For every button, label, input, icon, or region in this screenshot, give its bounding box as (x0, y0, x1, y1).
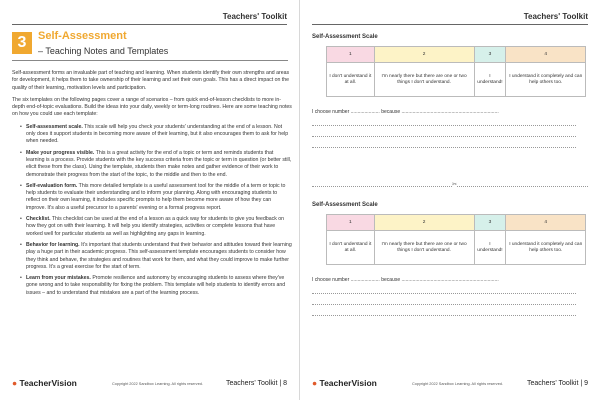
apple-icon: ● (12, 378, 18, 388)
body-text (12, 70, 292, 301)
page-number: Teachers' Toolkit | 8 (225, 380, 287, 387)
answer-line[interactable] (312, 137, 576, 148)
list-item-term: Learn from your mistakes. (26, 275, 91, 282)
scissors-icon: ✂ (452, 182, 458, 188)
scale-title: Self-Assessment Scale (312, 34, 378, 40)
list-item-term: Behavior for learning. (26, 241, 80, 248)
scale-label-4: I understand it completely and can help others too. (506, 63, 586, 97)
scale-number-1[interactable]: 1 (327, 47, 375, 63)
copyright-text: Copyright 2022 Sandbox Learning. All rights reserved. (412, 382, 503, 386)
list-item-term: Checklist. (26, 216, 51, 223)
page-number: Teachers' Toolkit | 9 (526, 380, 588, 387)
list-item-term: Make your progress visible. (26, 149, 95, 156)
scale-label-3: I understand! (474, 231, 506, 265)
answer-line[interactable] (312, 305, 576, 316)
section-number-badge: 3 (12, 32, 32, 54)
apple-icon: ● (312, 378, 318, 388)
scale-number-1[interactable]: 1 (327, 215, 375, 231)
brand-name: TeacherVision (319, 378, 377, 388)
list-item-text: This scale will help you check your students' understanding at the end of a lesson. Not only does it support students in becoming more aware of their learning, but it also encourages them to ask for help when needed. (26, 123, 289, 145)
scale-number-3[interactable]: 3 (474, 47, 506, 63)
list-item-text: This checklist can be used at the end of a lesson as a quick way for students to give you feedback on how they got on with their learning. It will help you identify strategies, activities or complete lessons that have worked well for particular students as well as highlighting any gaps in learning. (26, 216, 284, 237)
scale-label-1: I don't understand it at all. (327, 231, 375, 265)
answer-line[interactable] (312, 126, 576, 137)
answer-line[interactable] (312, 283, 576, 294)
list-item (20, 124, 292, 146)
answer-line[interactable] (312, 294, 576, 305)
brand-logo (12, 378, 77, 388)
scale-section-1 (312, 34, 588, 148)
page-title: Self-Assessment (38, 30, 127, 42)
right-page (300, 0, 600, 400)
list-item-term: Self-assessment scale. (26, 123, 83, 130)
page-subtitle: – Teaching Notes and Templates (38, 46, 169, 56)
list-item (20, 216, 292, 238)
self-assessment-scale-table (326, 46, 586, 97)
list-item-text: This more detailed template is a useful assessment tool for the middle of a term or topic to help students to evaluate their understanding and to inform your planning. Along with encouraging students to reflect on their own learning, it includes specific prompts to help them become more aware of how they can improve. It's also a useful precursor to a parents' evening or a formal progress report. (26, 182, 286, 211)
list-item-term: Self-evaluation form. (26, 182, 78, 189)
self-assessment-scale-table (326, 214, 586, 265)
scale-label-3: I understand! (474, 63, 506, 97)
list-item-text: Promote resilience and autonomy by encouraging students to assess where they've gone wrong and to take responsibility for fixing the problem. This template will help students to identify errors and issues – and to understand that mistakes are a part of the learning process. (26, 275, 286, 296)
scale-label-2: I'm nearly there but there are one or two things I don't understand. (374, 63, 474, 97)
intro-paragraph: Self-assessment forms an invaluable part of teaching and learning. When students identify their own strengths and areas for development, it helps them to take ownership of their learning and set their own goals. This has a direct impact on the quality of their learning, motivation levels and participation. (12, 70, 290, 91)
list-item (20, 150, 292, 179)
choose-prompt: I choose number ..................... because ...................................................................... (312, 277, 499, 283)
header-divider (312, 24, 588, 25)
copyright-text: Copyright 2022 Sandbox Learning. All rights reserved. (112, 382, 203, 386)
page-footer (312, 378, 588, 392)
scale-label-1: I don't understand it at all. (327, 63, 375, 97)
brand-logo (312, 378, 377, 388)
list-item (20, 275, 292, 297)
header-divider (12, 24, 287, 25)
list-item (20, 242, 292, 271)
scale-number-2[interactable]: 2 (374, 47, 474, 63)
scale-number-4[interactable]: 4 (506, 47, 586, 63)
scale-label-4: I understand it completely and can help others too. (506, 231, 586, 265)
list-item-text: It's important that students understand that their behavior and attitudes toward their learning play a huge part in their academic progress. This self-assessment template encourages students to consider how they think and behave, the strategies and routines that work for them, and what they could improve to make further progress. It's a great exercise for the start of term. (26, 241, 292, 270)
list-item-text: This is a great activity for the end of a topic or term and reminds students that learning is a process. Provide students with the key success criteria from the topic or term in question (or better still, elicit these from the class). Using the template, students then make notes and gather evidence of their work to demonstrate their progress from the start of the topic, to the middle and then to the end. (26, 149, 292, 178)
brand-name: TeacherVision (19, 378, 77, 388)
list-item (20, 183, 292, 212)
cut-line (312, 182, 588, 188)
title-divider (12, 60, 288, 61)
scale-label-2: I'm nearly there but there are one or two things I don't understand. (374, 231, 474, 265)
answer-line[interactable] (312, 115, 576, 126)
scale-number-4[interactable]: 4 (506, 215, 586, 231)
scale-number-3[interactable]: 3 (474, 215, 506, 231)
scale-title: Self-Assessment Scale (312, 202, 378, 208)
page-header: Teachers' Toolkit (222, 12, 287, 21)
page-header: Teachers' Toolkit (523, 12, 588, 21)
intro-paragraph-2: The six templates on the following pages cover a range of scenarios – from quick end-of-lesson checklists to more in-depth end-of-topic evaluations. Build the ideas into your daily, weekly or term-long routines. Here are some teaching notes on how you could use each template: (12, 96, 292, 118)
scale-section-2 (312, 202, 588, 316)
template-notes-list (12, 124, 292, 297)
scale-number-2[interactable]: 2 (374, 215, 474, 231)
page-footer (12, 378, 287, 392)
choose-prompt: I choose number ..................... because ...................................................................... (312, 109, 499, 115)
